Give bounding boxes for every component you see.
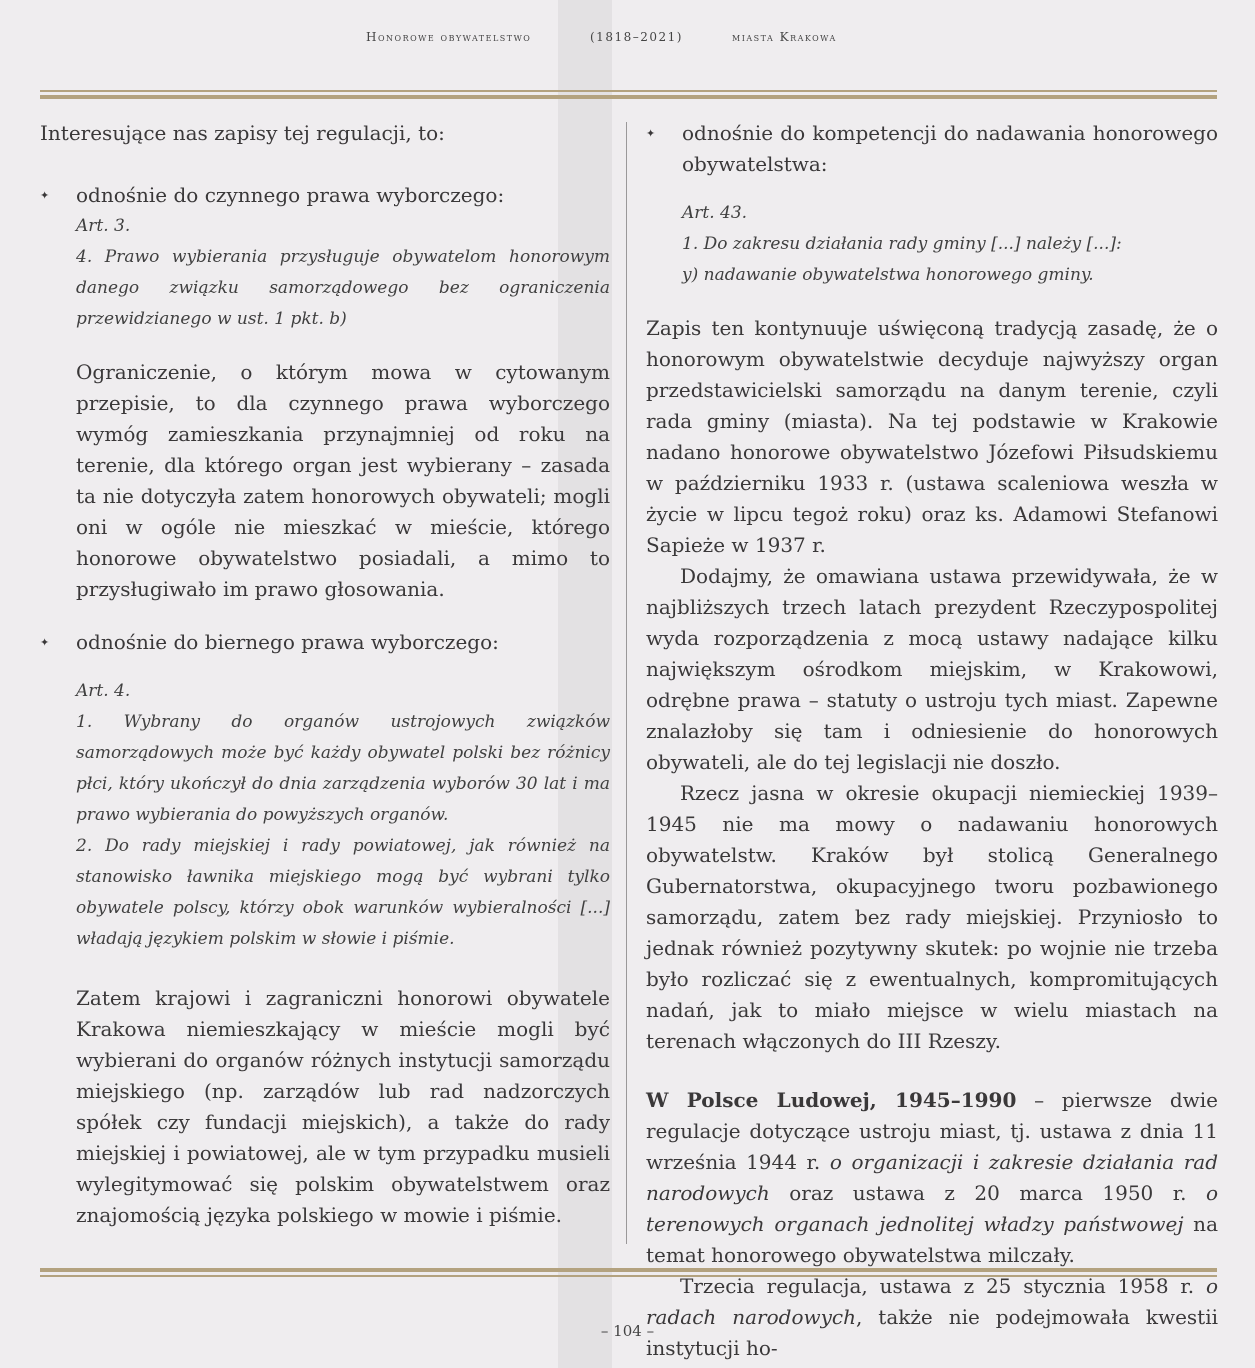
header-left: Honorowe obywatelstwo (366, 30, 532, 44)
bullet-active-voting: ✦ odnośnie do czynnego prawa wyborczego: (40, 180, 610, 211)
running-header (0, 26, 1255, 54)
paragraph-statutes: Dodajmy, że omawiana ustawa przewidywała, że w najbliższych trzech latach prezydent Rzeczypospolitej wyda rozporządzenia z mocą ustawy nadające kilku największym ośrodkom miejskim, w Krakowowi, odrębne prawa – statuty o ustroju tych miast. Zapewne znalazłoby się tam i odniesienie do honorowych obywateli, ale do tej legislacji nie doszło. (646, 564, 1218, 774)
paragraph-third-regulation: Trzecia regulacja, ustawa z 25 stycznia 1958 r. o radach narodowych, także nie podejmowała kwestii instytucji ho- (646, 1274, 1218, 1360)
paragraph-conclusion: Zatem krajowi i zagraniczni honorowi obywatele Krakowa niemieszkający w mieście mogli być wybierani do organów różnych instytucji samorządu miejskiego (np. zarządów lub rad nadzorczych spółek czy fundacji miejskich), a także do rady miejskiej i powiatowej, ale w tym przypadku musieli wylegitymować się polskim obywatelstwem oraz znajomością języka polskiego w mowie i piśmie. (76, 986, 610, 1227)
header-center: (1818–2021) (590, 30, 683, 44)
footer-rule (40, 1275, 1217, 1277)
quote-art4: Art. 4. 1. Wybrany do organów ustrojowych związków samorządowych może być każdy obywatel polski bez różnicy płci, który ukończył do dnia zarządzenia wyborów 30 lat i ma prawo wybierania do powyższych organów. 2. Do rady miejskiej i rady powiatowej, jak również na stanowisko ławnika miejskiego mogą być wybrani tylko obywatele polscy, którzy obok warunków wybieralności [...] władają językiem polskim w słowie i piśmie. (76, 681, 610, 949)
bullet-icon: ✦ (40, 636, 50, 649)
paragraph-occupation: Rzecz jasna w okresie okupacji niemieckiej 1939–1945 nie ma mowy o nadawaniu honorowych obywatelstw. Kraków był stolicą Generalnego Gubernatorstwa, okupacyjnego tworu pozbawionego samorządu, zatem bez rady miejskiej. Przyniosło to jednak również pozytywny skutek: po wojnie nie trzeba było rozliczać się z ewentualnych, kompromitujących nadań, jak to miało miejsce w wielu miastach na terenach włączonych do III Rzeszy. (646, 781, 1218, 1053)
header-right: miasta Krakowa (732, 30, 837, 44)
bullet-icon: ✦ (646, 127, 656, 140)
right-column (646, 118, 1218, 1364)
page-number: – 104 – (600, 1322, 655, 1340)
intro-text: Interesujące nas zapisy tej regulacji, to: (40, 121, 445, 145)
column-separator (626, 122, 627, 1244)
header-rule (40, 90, 1217, 92)
paragraph-peoples-poland: W Polsce Ludowej, 1945–1990 – pierwsze dwie regulacje dotyczące ustroju miast, tj. ustawa z dnia 11 września 1944 r. o organizacji i zakresie działania rad narodowych oraz ustawa z 20 marca 1950 r. o terenowych organach jednolitej władzy państwowej na temat honorowego obywatelstwa milczały. (646, 1088, 1218, 1267)
quote-art43: Art. 43. 1. Do zakresu działania rady gminy [...] należy [...]: y) nadawanie obywatelstwa honorowego gminy. (682, 203, 1122, 285)
header-rule-thick (40, 95, 1217, 99)
quote-art3: Art. 3. 4. Prawo wybierania przysługuje obywatelom honorowym danego związku samorządowego bez ograniczenia przewidzianego w ust. 1 pkt. b) (76, 216, 610, 329)
paragraph-tradition: Zapis ten kontynuuje uświęconą tradycją zasadę, że o honorowym obywatelstwie decyduje najwyższy organ przedstawicielski samorządu na danym terenie, czyli rada gminy (miasta). Na tej podstawie w Krakowie nadano honorowe obywatelstwo Józefowi Piłsudskiemu w październiku 1933 r. (ustawa scaleniowa weszła w życie w lipcu tegoż roku) oraz ks. Adamowi Stefanowi Sapieże w 1937 r. (646, 316, 1218, 557)
bullet-icon: ✦ (40, 189, 50, 202)
bullet-competence: ✦ odnośnie do kompetencji do nadawania honorowego obywatelstwa: (646, 118, 1218, 180)
footer-rule-thick (40, 1268, 1217, 1272)
paragraph-restriction: Ograniczenie, o którym mowa w cytowanym przepisie, to dla czynnego prawa wyborczego wymóg zamieszkania przynajmniej od roku na terenie, dla którego organ jest wybierany – zasada ta nie dotyczyła zatem honorowych obywateli; mogli oni w ogóle nie mieszkać w mieście, którego honorowe obywatelstwo posiadali, a mimo to przysługiwało im prawo głosowania. (76, 360, 610, 601)
left-column (40, 118, 610, 1231)
bullet-passive-voting: ✦ odnośnie do biernego prawa wyborczego: (40, 627, 610, 658)
